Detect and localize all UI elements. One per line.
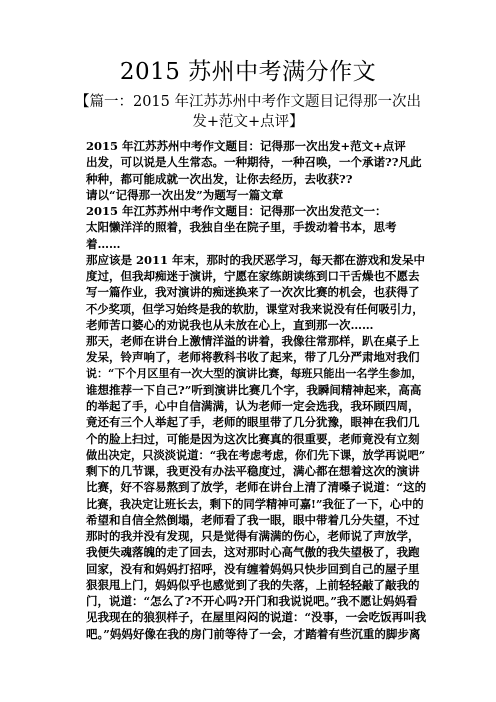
body-line: 门，说道：“怎么了?不开心吗?开门和我说说吧。”我不愿让妈妈看 bbox=[86, 594, 418, 608]
body-line: 竟还有三个人举起了手，老师的眼里带了几分犹豫，眼神在我们几 bbox=[86, 415, 420, 430]
body-line: 那应该是 2011 年末，那时的我厌恶学习，每天都在游戏和发呆中 bbox=[86, 252, 426, 267]
body-line: 谁想推荐一下自己?”听到演讲比赛几个字，我瞬间精神起来，高高 bbox=[86, 382, 422, 397]
body-line: 吧。”妈妈好像在我的房门前等待了一会，才踏着有些沉重的脚步离 bbox=[86, 626, 421, 641]
body-line: 那天，老师在讲台上激情洋溢的讲着，我像往常那样，趴在桌子上 bbox=[86, 334, 420, 348]
body-line: 狠狠甩上门，妈妈似乎也感觉到了我的失落，上前轻轻敲了敲我的 bbox=[86, 577, 420, 592]
body-line: 2015 年江苏苏州中考作文题目：记得那一次出发范文一： bbox=[86, 204, 387, 218]
document-subtitle-line-1: 【篇一：2015 年江苏苏州中考作文题目记得那一次出 bbox=[74, 94, 421, 110]
body-line: 老师苦口婆心的劝说我也从未放在心上，直到那一次…… bbox=[86, 317, 374, 332]
body-line: 回家，没有和妈妈打招呼，没有缠着妈妈只快步回到自己的屋子里 bbox=[86, 561, 420, 576]
body-line: 请以“记得那一次出发”为题写一篇文章 bbox=[86, 187, 284, 202]
body-line: 着…… bbox=[86, 236, 121, 251]
body-line: 剩下的几节课，我更没有办法平稳度过，满心都在想着这次的演讲 bbox=[86, 464, 420, 478]
document-title: 2015 苏州中考满分作文 bbox=[119, 59, 377, 85]
body-line: 希望和自信全然倒塌，老师看了我一眼，眼中带着几分失望，不过 bbox=[86, 512, 420, 527]
body-line: 种种，都可能成就一次出发，让你去经历，去收获?? bbox=[86, 171, 353, 186]
body-line: 做出决定，只淡淡说道：“我在考虑考虑，你们先下课，放学再说吧” bbox=[86, 447, 426, 462]
body-line: 见我现在的狼狈样子，在屋里闷闷的说道：“没事，一会吃饭再叫我 bbox=[86, 610, 427, 625]
body-line: 我便失魂落魄的走了回去，这对那时心高气傲的我失望极了，我跑 bbox=[86, 545, 420, 560]
document-body bbox=[86, 138, 426, 642]
body-line: 太阳懒洋洋的照着，我独自坐在院子里，手拨动着书本，思考 bbox=[86, 220, 397, 235]
body-line: 发呆，铃声响了，老师将教科书收了起来，带了几分严肃地对我们 bbox=[86, 350, 420, 365]
body-line: 说：“下个月区里有一次大型的演讲比赛，每班只能出一名学生参加， bbox=[86, 366, 423, 380]
body-line: 写一篇作业，我对演讲的痴迷换来了一次次比赛的机会，也获得了 bbox=[86, 285, 420, 300]
body-line: 的举起了手，心中自信满满，认为老师一定会选我，我环顾四周， bbox=[86, 399, 420, 413]
body-line: 比赛，好不容易熬到了放学，老师在讲台上清了清嗓子说道：“这的 bbox=[86, 480, 427, 495]
body-line: 出发，可以说是人生常态。一种期待，一种召唤，一个承诺??凡此 bbox=[86, 155, 422, 170]
body-line: 比赛，我决定让班长去，剩下的同学精神可嘉!”我征了一下，心中的 bbox=[86, 496, 424, 511]
body-line: 不少奖项，但学习始终是我的软肋，课堂对我来说没有任何吸引力， bbox=[86, 301, 424, 316]
body-line: 度过，但我却痴迷于演讲，宁愿在家练朗读练到口干舌燥也不愿去 bbox=[86, 269, 420, 283]
document-subtitle-line-2: 发+范文+点评】 bbox=[192, 114, 304, 130]
body-line: 那时的我并没有发现，只是觉得有满满的伤心，老师说了声放学， bbox=[86, 529, 420, 543]
body-line: 个的脸上扫过，可能是因为这次比赛真的很重要，老师竟没有立刻 bbox=[86, 431, 420, 446]
body-line: 2015 年江苏苏州中考作文题目：记得那一次出发+范文+点评 bbox=[86, 139, 406, 153]
